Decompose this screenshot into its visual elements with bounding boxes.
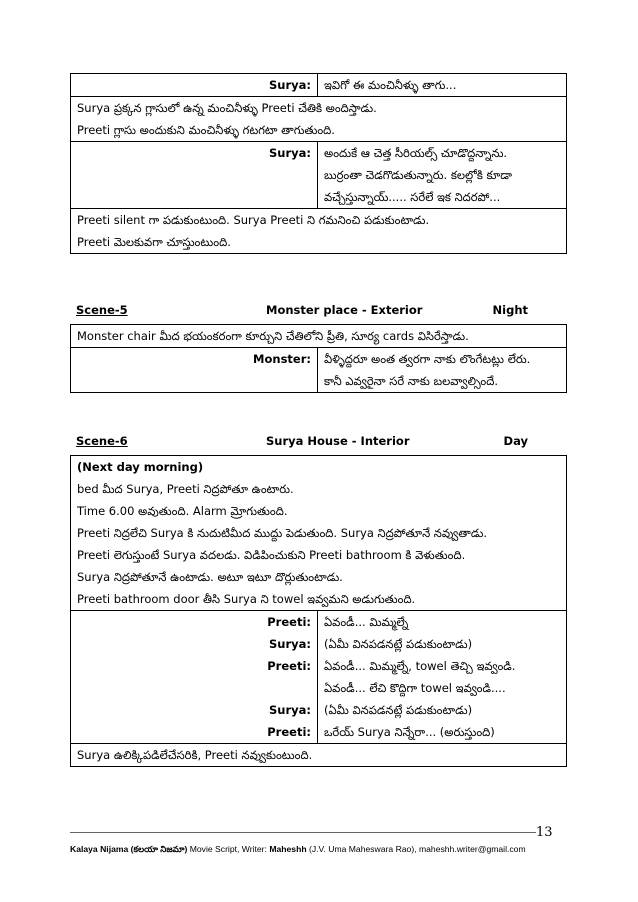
dialogue-line: ఏవండీ... మిమ్మల్నే, towel తెచ్చి ఇవ్వండి.: [324, 659, 516, 673]
dialogue-line: (ఏమీ వినపడనట్లే పడుకుంటాడు): [324, 637, 473, 651]
speaker-name: Preeti:: [267, 615, 311, 629]
scene-heading-6: [76, 432, 528, 450]
action-line: Preeti నిద్రలేచి Surya కి నుదుటిమీద ముద్దు పెడుతుంది. Surya నిద్రపోతూనే నవ్వుతాడు.: [77, 526, 488, 540]
footer-divider: [70, 832, 536, 833]
speaker-name: Surya:: [269, 146, 311, 160]
dialogue-row: [71, 142, 567, 209]
script-title: Kalaya Nijama: [70, 844, 129, 854]
action-line: Surya నిద్రపోతూనే ఉంటాడు. అటూ ఇటూ దొర్లుతుంటాడు.: [77, 570, 343, 584]
action-line: Preeti silent గా పడుకుంటుంది. Surya Preeti ని గమనించి పడుకుంటాడు.: [77, 213, 430, 227]
dialogue-table-3: [70, 455, 567, 767]
speaker-name: Surya:: [269, 703, 311, 717]
speaker-name: Surya:: [269, 78, 311, 92]
dialogue-line: (ఏమీ వినపడనట్లే పడుకుంటాడు): [324, 703, 473, 717]
scene-number: Scene-5: [76, 303, 128, 317]
dialogue-table-2: [70, 324, 567, 393]
dialogue-row: [71, 348, 567, 393]
dialogue-line: ఇవిగో ఈ మంచినీళ్ళు తాగు...: [324, 78, 457, 92]
action-line: Preeti bathroom door తీసి Surya ని towel ఇవ్వమని అడుగుతుంది.: [77, 592, 416, 606]
action-line: Time 6.00 అవుతుంది. Alarm మ్రోగుతుంది.: [77, 504, 288, 518]
speaker-name: Surya:: [269, 637, 311, 651]
dialogue-line: ఒరేయ్ Surya నిన్నేరా... (అరుస్తుంది): [324, 725, 495, 739]
action-line: Preeti మెలకువగా చూస్తుంటుంది.: [77, 235, 231, 249]
writer-name: Maheshh: [269, 844, 307, 854]
dialogue-row: [71, 611, 567, 744]
action-row: [71, 744, 567, 767]
action-row: [71, 325, 567, 348]
credit-prefix: Movie Script, Writer:: [189, 844, 267, 854]
scene-place: Monster place - Exterior: [266, 303, 423, 317]
script-title-telugu: (కలయా నిజమా): [130, 844, 188, 854]
action-line: Preeti లెగుస్తుంటే Surya వదలడు. విడిపించుకుని Preeti bathroom కి వెళుతుంది.: [77, 548, 466, 562]
scene-number: Scene-6: [76, 434, 128, 448]
action-line: Monster chair మీద భయంకరంగా కూర్చుని చేతిలోని ప్రీతి, సూర్య cards విసిరేస్తాడు.: [77, 329, 469, 343]
footer-credit: [70, 844, 526, 857]
dialogue-line: కానీ ఎవ్వరైనా సరే నాకు బలవ్వాల్సిందే.: [324, 374, 498, 388]
speaker-name: Monster:: [253, 352, 311, 366]
speaker-name: Preeti:: [267, 659, 311, 673]
dialogue-line: ఏవండీ... లేచి కొద్దిగా towel ఇవ్వండి....: [324, 681, 506, 695]
dialogue-line: ఏవండీ... మిమ్మల్నే: [324, 615, 409, 629]
dialogue-line: వీళ్ళిద్దరూ అంత త్వరగా నాకు లొంగేటట్లు లేరు.: [324, 352, 531, 366]
scene-place: Surya House - Interior: [266, 434, 410, 448]
action-row: [71, 456, 567, 611]
scene-time: Night: [492, 303, 528, 317]
speaker-name: Preeti:: [267, 725, 311, 739]
action-line: bed మీద Surya, Preeti నిద్రపోతూ ఉంటారు.: [77, 482, 294, 496]
page-number: 13: [536, 825, 553, 840]
action-row: [71, 209, 567, 254]
dialogue-table-1: [70, 73, 567, 254]
dialogue-row: [71, 74, 567, 97]
dialogue-line: బుర్రంతా చెడగొడుతున్నారు. కలల్లోకి కూడా: [324, 168, 512, 182]
action-row: [71, 97, 567, 142]
action-line: Surya ప్రక్కన గ్లాసులో ఉన్న మంచినీళ్ళు Preeti చేతికి అందిస్తాడు.: [77, 101, 377, 115]
credit-suffix: (J.V. Uma Maheswara Rao), maheshh.writer@gmail.com: [308, 844, 526, 854]
dialogue-line: అందుకే ఆ చెత్త సీరియల్స్ చూడొద్దన్నాను.: [324, 146, 508, 160]
action-line: Surya ఉలిక్కిపడిలేచేసరికి, Preeti నవ్వుకుంటుంది.: [77, 748, 313, 762]
scene-heading-5: [76, 301, 528, 319]
dialogue-line: వచ్చేస్తున్నాయ్..... సరేలే ఇక నిదరపో...: [324, 190, 501, 204]
scene-time: Day: [503, 434, 528, 448]
scene-note: (Next day morning): [77, 460, 204, 474]
action-line: Preeti గ్లాసు అందుకుని మంచినీళ్ళు గటగటా తాగుతుంది.: [77, 123, 335, 137]
